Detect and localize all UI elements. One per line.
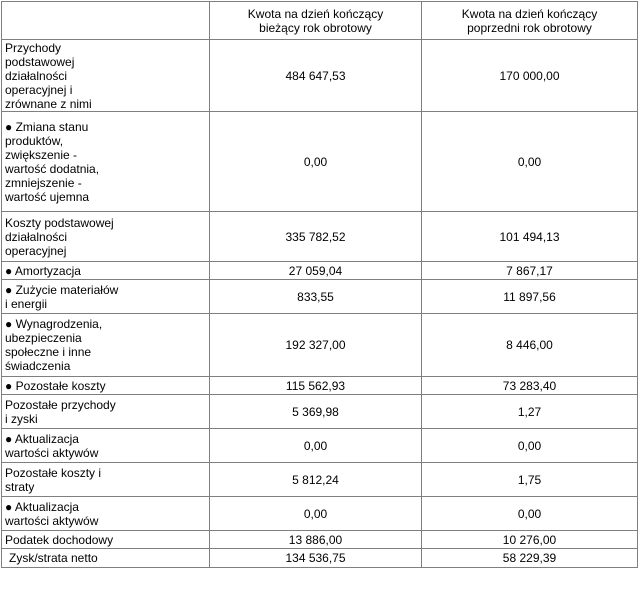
table-row <box>2 497 638 531</box>
header-previous-year <box>422 2 638 40</box>
previous-year-value: 58 229,39 <box>422 549 638 568</box>
current-year-value: 0,00 <box>210 497 422 531</box>
previous-year-value: 73 283,40 <box>422 377 638 395</box>
previous-year-value: 1,75 <box>422 463 638 497</box>
table-row <box>2 262 638 280</box>
row-label-line: wartość ujemna <box>5 189 90 204</box>
header-previous-line-2: poprzedni rok obrotowy <box>467 20 592 35</box>
row-label-line: zmniejszenie - <box>5 175 82 190</box>
current-year-value: 5 369,98 <box>210 395 422 429</box>
row-label-line: operacyjnej <box>5 243 67 258</box>
current-year-value: 5 812,24 <box>210 463 422 497</box>
row-label-line: ● Wynagrodzenia, <box>5 317 103 331</box>
row-label-line: i zyski <box>5 411 38 426</box>
header-previous-line-1: Kwota na dzień kończący <box>461 6 598 21</box>
header-row <box>2 2 638 40</box>
current-year-value: 335 782,52 <box>210 212 422 262</box>
row-label-line: ● Aktualizacja <box>5 431 79 446</box>
previous-year-value: 1,27 <box>422 395 638 429</box>
header-blank-cell <box>2 2 210 40</box>
previous-year-value: 101 494,13 <box>422 212 638 262</box>
table-row <box>2 549 638 568</box>
row-label-line: świadczenia <box>5 359 71 373</box>
row-label-line: zwiększenie - <box>5 147 78 162</box>
current-year-value: 115 562,93 <box>210 377 422 395</box>
current-year-value: 833,55 <box>210 280 422 314</box>
previous-year-value: 10 276,00 <box>422 531 638 549</box>
row-label <box>2 463 210 497</box>
table-body <box>2 2 638 568</box>
row-label-line: działalności <box>5 229 68 244</box>
row-label-line: podstawowej <box>5 54 75 69</box>
row-label-line: Pozostałe koszty i <box>5 465 102 480</box>
table-row <box>2 40 638 112</box>
table-row <box>2 112 638 212</box>
current-year-value: 134 536,75 <box>210 549 422 568</box>
table-row <box>2 280 638 314</box>
row-label <box>2 497 210 531</box>
row-label-line: wartości aktywów <box>5 445 99 460</box>
previous-year-value: 7 867,17 <box>422 262 638 280</box>
previous-year-value: 170 000,00 <box>422 40 638 112</box>
row-label-line: społeczne i inne <box>5 345 92 359</box>
row-label <box>2 531 210 549</box>
row-label <box>2 549 210 568</box>
previous-year-value: 11 897,56 <box>422 280 638 314</box>
row-label-line: Przychody <box>5 40 62 55</box>
current-year-value: 27 059,04 <box>210 262 422 280</box>
previous-year-value: 0,00 <box>422 429 638 463</box>
row-label <box>2 212 210 262</box>
row-label-line: ● Amortyzacja <box>5 263 81 278</box>
row-label-line: ● Zmiana stanu <box>5 119 89 134</box>
table-row <box>2 212 638 262</box>
row-label-line: ubezpieczenia <box>5 331 82 345</box>
row-label-line: wartość dodatnia, <box>5 161 100 176</box>
current-year-value: 0,00 <box>210 112 422 212</box>
row-label-line: Zysk/strata netto <box>9 551 98 565</box>
current-year-value: 484 647,53 <box>210 40 422 112</box>
row-label <box>2 429 210 463</box>
table-row <box>2 314 638 377</box>
table-row <box>2 531 638 549</box>
row-label-line: Koszty podstawowej <box>5 215 114 230</box>
row-label-line: ● Pozostałe koszty <box>5 378 106 393</box>
header-current-year <box>210 2 422 40</box>
row-label-line: i energii <box>5 296 48 311</box>
row-label-line: straty <box>5 479 35 494</box>
row-label-line: ● Zużycie materiałów <box>5 282 119 297</box>
row-label-line: wartości aktywów <box>5 513 99 528</box>
current-year-value: 13 886,00 <box>210 531 422 549</box>
row-label-line: działalności <box>5 68 68 83</box>
table-row <box>2 463 638 497</box>
table-row <box>2 395 638 429</box>
row-label <box>2 262 210 280</box>
table-row <box>2 429 638 463</box>
row-label <box>2 280 210 314</box>
row-label <box>2 377 210 395</box>
row-label-line: ● Aktualizacja <box>5 499 79 514</box>
row-label <box>2 314 210 377</box>
row-label <box>2 40 210 112</box>
row-label <box>2 395 210 429</box>
previous-year-value: 0,00 <box>422 112 638 212</box>
row-label-line: Pozostałe przychody <box>5 397 116 412</box>
financial-table <box>1 1 638 568</box>
row-label-line: zrównane z nimi <box>5 96 92 111</box>
header-current-line-1: Kwota na dzień kończący <box>247 6 384 21</box>
row-label-line: operacyjnej i <box>5 82 73 97</box>
current-year-value: 0,00 <box>210 429 422 463</box>
row-label-line: produktów, <box>5 133 64 148</box>
previous-year-value: 8 446,00 <box>422 314 638 377</box>
row-label <box>2 112 210 212</box>
previous-year-value: 0,00 <box>422 497 638 531</box>
table-row <box>2 377 638 395</box>
row-label-line: Podatek dochodowy <box>5 532 114 547</box>
header-current-line-2: bieżący rok obrotowy <box>259 20 372 35</box>
current-year-value: 192 327,00 <box>210 314 422 377</box>
